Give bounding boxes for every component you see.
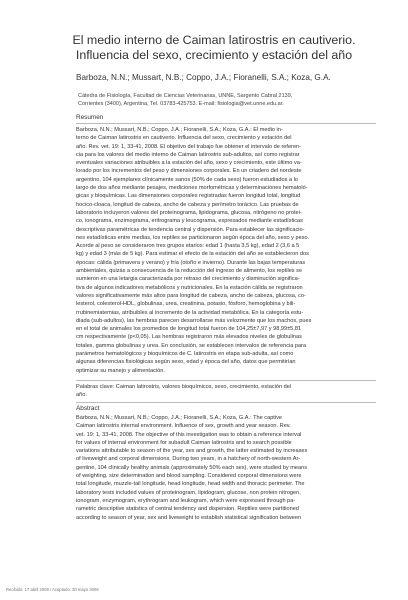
affiliation	[78, 92, 388, 108]
resumen-heading: Resumen	[76, 114, 104, 121]
abstract-body	[76, 414, 376, 522]
text-line: totales, gamma globulinas y urea. En conclusión, se establecen intervalos de referencia para	[76, 342, 307, 349]
text-line: ambientales, quizás a consecuencia de la reducción del ingreso de alimento, los reptiles se	[76, 268, 303, 275]
text-line: vet. 19: 1, 33-41, 2008. The objective of this investigation was to obtain a reference interval	[76, 431, 302, 438]
affiliation-line: Corrientes (3400), Argentina, Tel. 03783-425753. E-mail: fisiologia@vet.unne.edu.ar.	[78, 101, 284, 107]
text-line: terno de Caiman latirostris en cautiverio. Influencia del sexo, crecimiento y estación del	[76, 135, 292, 142]
title-line: Influencia del sexo, crecimiento y estación del año	[75, 48, 353, 62]
text-line: variations attributable to season of the year, sex and growth, the latter estimated by increases	[76, 448, 308, 455]
text-line: lesterol, colesterol-HDL, globulinas, urea, creatinina, potasio, fósforo, hemoglobina y bili-	[76, 301, 296, 308]
received-accepted-note: Recibido: 17 abril 2008 / Aceptado: 30 mayo 2008	[6, 587, 99, 592]
section-divider	[76, 123, 376, 124]
text-line: cia para los valores del medio interno de Caiman latirostris sub-adultos, así como registrar	[76, 151, 300, 158]
text-line: lorado por los incrementos del peso y dimensiones corporales. En un criadero del nordeste	[76, 168, 302, 175]
text-line: parámetros hematológicos y bioquímicos de C. latirostris en etapa sub-adulta, así como	[76, 351, 294, 358]
text-line: año. Rev. vet. 19: 1, 33-41, 2008. El objetivo del trabajo fue obtener el intervalo de referen-	[76, 143, 302, 150]
text-line: descriptivas paramétricas de tendencia central y dispersión. Para establecer las significacio-	[76, 226, 305, 233]
text-line: rrubinemiatemias, atribuibles al incremento de la actividad metabólica. En la categoría estu-	[76, 309, 304, 316]
text-line: Barboza, N.N.; Mussart, N.B.; Coppo, J.A.; Fioranelli, S.A.; Koza, G.A.: The captive	[76, 415, 283, 421]
text-line: diada (sub-adultos), las hembras parecen desarrollarse más velozmente que los machos, pues	[76, 317, 312, 324]
keywords-block	[76, 383, 376, 400]
text-line: of weighting, size determination and blood sampling. Considered corporal dimensions were	[76, 473, 302, 480]
text-line: Acorde al peso se consideraron tres grupos etarios: edad 1 (hasta 3,5 kg), edad 2 (3,6 a 5	[76, 243, 300, 250]
text-line: algunas diferencias fisiológicas según sexo, edad y época del año, datos que permitirían	[76, 359, 296, 366]
text-line: co, ionograma, enzimograma, eritrograma y leucograma, expresados mediante estadísticas	[76, 218, 303, 225]
section-divider	[76, 380, 376, 381]
affiliation-line: Cátedra de Fisiología, Facultad de Ciencias Veterinarias, UNNE, Sargento Cabral 2139,	[78, 93, 293, 99]
text-line: valores significativamente más altos para longitud de cabeza, ancho de cabeza, glucosa, co-	[76, 292, 306, 299]
text-line: Barboza, N.N.; Mussart, N.B.; Coppo, J.A.; Fioranelli, S.A.; Koza, G.A.: El medio in-	[76, 127, 283, 133]
text-line: sumieron en una letargia caracterizada por retraso del crecimiento y disminución significa-	[76, 276, 300, 283]
text-line: largo de dos años mediante pesajes, mediciones morfométricas y determinaciones hematoló-	[76, 185, 308, 192]
text-line: for values of internal environment for subadult Caiman latirostris and to search possible	[76, 439, 292, 446]
text-line: épocas: cálida (primavera y verano) y fría (otoño e invierno). Durante las bajas temperaturas	[76, 259, 306, 266]
text-line: according to season of year, sex and liveweight to establish statistical signification between	[76, 514, 302, 521]
author-list: Barboza, N.N.; Mussart, N.B.; Coppo, J.A.; Fioranelli, S.A.; Koza, G.A.	[76, 73, 331, 82]
article-title	[60, 33, 368, 63]
text-line: en el total de animales los promedios de longitud total fueron de 104,25±7,97 y 98,99±5,81	[76, 326, 302, 333]
resumen-body	[76, 126, 376, 375]
text-line: laboratory tests included values of proteinogram, lipidogram, glucose, non protein nitrogen,	[76, 489, 301, 496]
text-line: gentine, 104 clinically healthy animals (approximately 50% each sex), were studied by means	[76, 464, 308, 471]
text-line: total longitude, muzzle-tail longitude, head longitude, head width and thoracic perimeter. The	[76, 481, 305, 488]
text-line: año.	[76, 392, 87, 399]
abstract-heading: Abstract	[76, 405, 100, 412]
text-line: hocico-cloaca, longitud de cabeza, ancho de cabeza y perímetro torácico. Las pruebas de	[76, 201, 299, 208]
text-line: of liveweight and corporal dimensions. During two years, in a hatchery of north-western Ar-	[76, 456, 301, 463]
text-line: optimizar su manejo y alimentación.	[76, 367, 165, 374]
text-line: cm respectivamente (p<0,05). Las hembras registraron más elevados niveles de globulinas	[76, 334, 302, 341]
text-line: rametric descriptive statistics of central tendency and dispersion. Reptiles were partitioned	[76, 506, 299, 513]
text-line: Caiman latirostris internal environment. Influence of sex, growth and year season. Rev.	[76, 423, 291, 430]
text-line: Palabras clave: Caiman latirostris, valores bioquímicos, sexo, crecimiento, estación del	[76, 384, 292, 390]
text-line: eventuales variaciones atribuibles a la estación del año, sexo y crecimiento, este último va-	[76, 160, 302, 167]
text-line: nes estadísticas entre medias, los reptiles se particionaron según época del año, sexo y peso.	[76, 234, 310, 241]
text-line: kg) y edad 3 (más de 5 kg). Para estimar el efecto de la estación del año se establecieron dos	[76, 251, 309, 258]
text-line: ionogram, enzymogram, erythrogram and leukogram, which were expressed through pa-	[76, 497, 296, 504]
text-line: laboratorio incluyeron valores del proteinograma, lipidograma, glucosa, nitrógeno no protei-	[76, 209, 302, 216]
text-line: tiva de algunos indicadores metabólicos y nutricionales. En la estación cálida se registraron	[76, 284, 303, 291]
section-divider	[76, 402, 376, 403]
text-line: gicas y bioquímicas. Las dimensiones corporales registradas fueron longitud total, longitud	[76, 193, 301, 200]
text-line: argentino, 104 ejemplares clínicamente sanos (50% de cada sexo) fueron estudiados a lo	[76, 176, 299, 183]
title-line: El medio interno de Caiman latirostris en cautiverio.	[72, 33, 356, 47]
